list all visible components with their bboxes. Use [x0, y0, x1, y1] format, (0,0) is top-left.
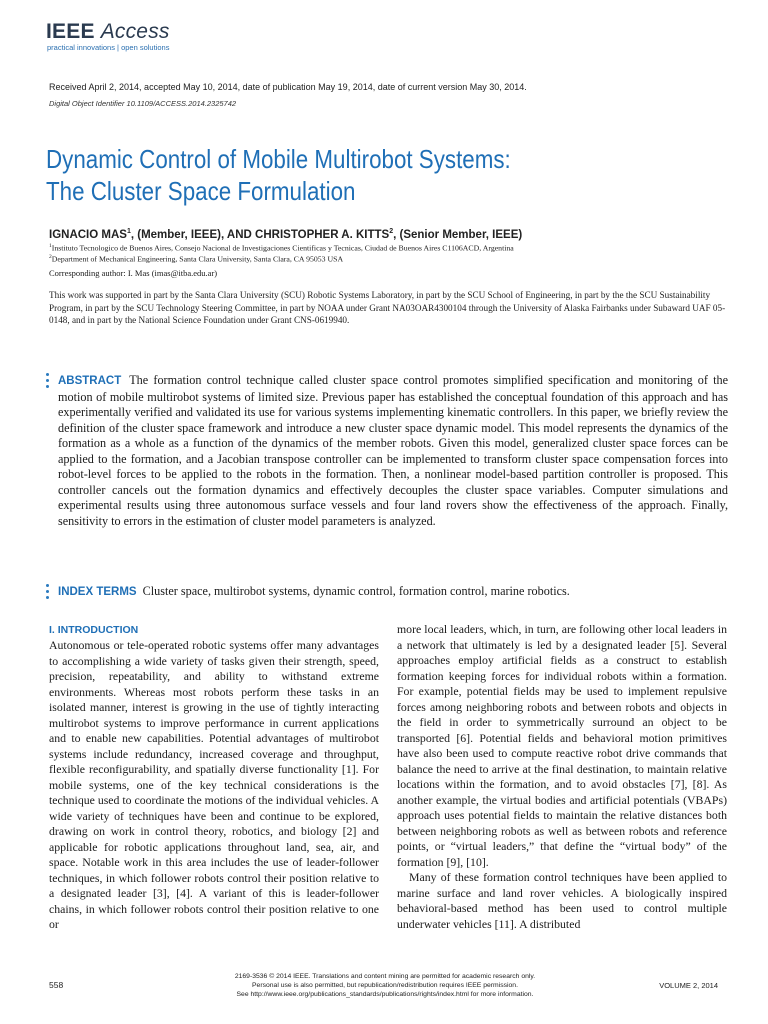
logo-ieee: IEEE	[46, 20, 95, 43]
affiliation-1: $^1$Instituto Tecnologico de Buenos Aires, Consejo Nacional de Investigaciones Cientificas y Tecnicas, Ciudad de Buenos Aires C1106ACD, Argentina	[49, 243, 514, 253]
funding-note: This work was supported in part by the Santa Clara University (SCU) Robotic Systems Laboratory, in part by the SCU School of Engineering, in part by the the SCU Sustainability Program, in part by the SCU Technology Steering Committee, in part by NOAA under Grant NA03OAR4300104 through the University of Alaska Fairbanks under Subaward UAF 05-0148, and in part by the National Science Foundation under Grant CNS-0619940.	[49, 290, 726, 325]
left-column	[49, 638, 379, 933]
logo-tagline: practical innovations | open solutions	[47, 43, 170, 52]
index-terms-marker-icon	[46, 584, 50, 602]
title-line-1: Dynamic Control of Mobile Multirobot Systems:	[46, 144, 511, 174]
author-1: IGNACIO MAS	[49, 228, 127, 241]
index-terms-label: INDEX TERMS	[58, 586, 137, 598]
index-terms-text: Cluster space, multirobot systems, dynamic control, formation control, marine robotics.	[142, 584, 570, 598]
page-number: 558	[49, 980, 64, 990]
author-1-role: , (Member, IEEE), AND CHRISTOPHER A. KITTS	[130, 228, 390, 241]
body-paragraph: Autonomous or tele-operated robotic systems offer many advantages to accomplishing a wide variety of tasks given their strength, speed, precision, repeatability, and ability to withstand extreme environments. Whereas most robots perform these tasks in an isolated manner, interest is growing in the use of tightly interacting multirobot systems to improve performance in current applications and to enable new capabilities. Potential advantages of multirobot systems include redundancy, increased coverage and throughput, flexible reconfigurability, and spatially diverse functionality [1]. For mobile systems, one of the key technical considerations is the technique used to coordinate the motions of the individual vehicles. A wide variety of techniques have been and continue to be explored, drawing on work in control theory, robotics, and biology [2] and applicable for robotic applications throughout land, sea, air, and space. Notable work in this area includes the use of leader-follower techniques, in which follower robots control their position relative to a designated leader [3], [4]. A variant of this is leader-follower chains, in which follower robots control their position relative to one or	[49, 638, 379, 931]
abstract-text: The formation control technique called cluster space control promotes simplified specification and monitoring of the motion of mobile multirobot systems of limited size. Previous paper has established the conceptual foundation of this approach and has experimentally verified and validated its use for various systems implementing kinematic controllers. In this paper, we briefly review the definition of the cluster space framework and introduce a new cluster space dynamic model. This model represents the dynamics of the formation as a whole as a function of the dynamics of the member robots. Given this model, generalized cluster space forces can be applied to the formation, and a Jacobian transpose controller can be implemented to transform cluster space compensation forces into robot-level forces to be applied to the robots in the formation. Then, a nonlinear model-based partition controller is proposed. This controller cancels out the formation dynamics and effectively decouples the cluster space variables. Computer simulations and experimental results using three autonomous surface vessels and four land rovers show the effectiveness of the approach. Finally, sensitivity to errors in the estimation of cluster model parameters is analyzed.	[58, 373, 728, 528]
publication-dates: Received April 2, 2014, accepted May 10, 2014, date of publication May 19, 2014, date of current version May 30, 2014.	[49, 82, 527, 92]
paper-title	[46, 143, 631, 207]
copyright-notice: 2169-3536 © 2014 IEEE. Translations and content mining are permitted for academic research only. Personal use is also permitted, but republication/redistribution requires IEEE permission. See http://www.ieee.org/publications_standards/publications/rights/index.html for more information.	[234, 973, 536, 998]
abstract-label: ABSTRACT	[58, 375, 122, 387]
logo-access: Access	[100, 20, 170, 43]
abstract	[58, 373, 728, 529]
right-column	[397, 622, 727, 932]
doi: Digital Object Identifier 10.1109/ACCESS.2014.2325742	[49, 99, 237, 108]
volume-label: VOLUME 2, 2014	[659, 981, 718, 990]
body-paragraph: more local leaders, which, in turn, are following other local leaders in a network that ultimately is led by a designated leader [5]. Several approaches employ artificial fields as a construct to establish formation keeping forces for individual robots within a formation. For example, potential fields may be used to implement repulsive forces among neighboring robots and between robots and objects in the field in order to symmetrically surround an object to be transported [6]. Potential fields and behavioral motion primitives have also been used to compute reactive robot drive commands that balance the need to arrive at the final destination, to maintain relative locations within the formation, and to avoid obstacles [7], [8]. As another example, the virtual bodies and artificial potentials (VBAPs) approach uses potential fields to maintain the relative distances both between neighboring robots as well as between robots and reference points, or “virtual leaders,” that define the “virtual body” of the formation [9], [10].	[397, 622, 727, 869]
author-2-sup: 2	[389, 228, 394, 235]
author-2-role: , (Senior Member, IEEE)	[393, 228, 523, 241]
author-1-sup: 1	[126, 228, 131, 235]
section-heading: I. INTRODUCTION	[49, 624, 139, 636]
index-terms	[58, 584, 728, 600]
abstract-marker-icon	[46, 373, 50, 391]
body-paragraph: Many of these formation control techniques have been applied to marine surface and land rover vehicles. A biologically inspired behavioral-based method has been used to control multiple underwater vehicles [11]. A distributed	[397, 870, 727, 931]
title-line-2: The Cluster Space Formulation	[46, 176, 356, 206]
affiliation-2: $^2$Department of Mechanical Engineering, Santa Clara University, Santa Clara, CA 95053 USA	[49, 254, 344, 264]
author-list	[49, 228, 522, 241]
corresponding-author: Corresponding author: I. Mas (imas@itba.edu.ar)	[49, 268, 218, 278]
journal-logo	[46, 20, 170, 44]
